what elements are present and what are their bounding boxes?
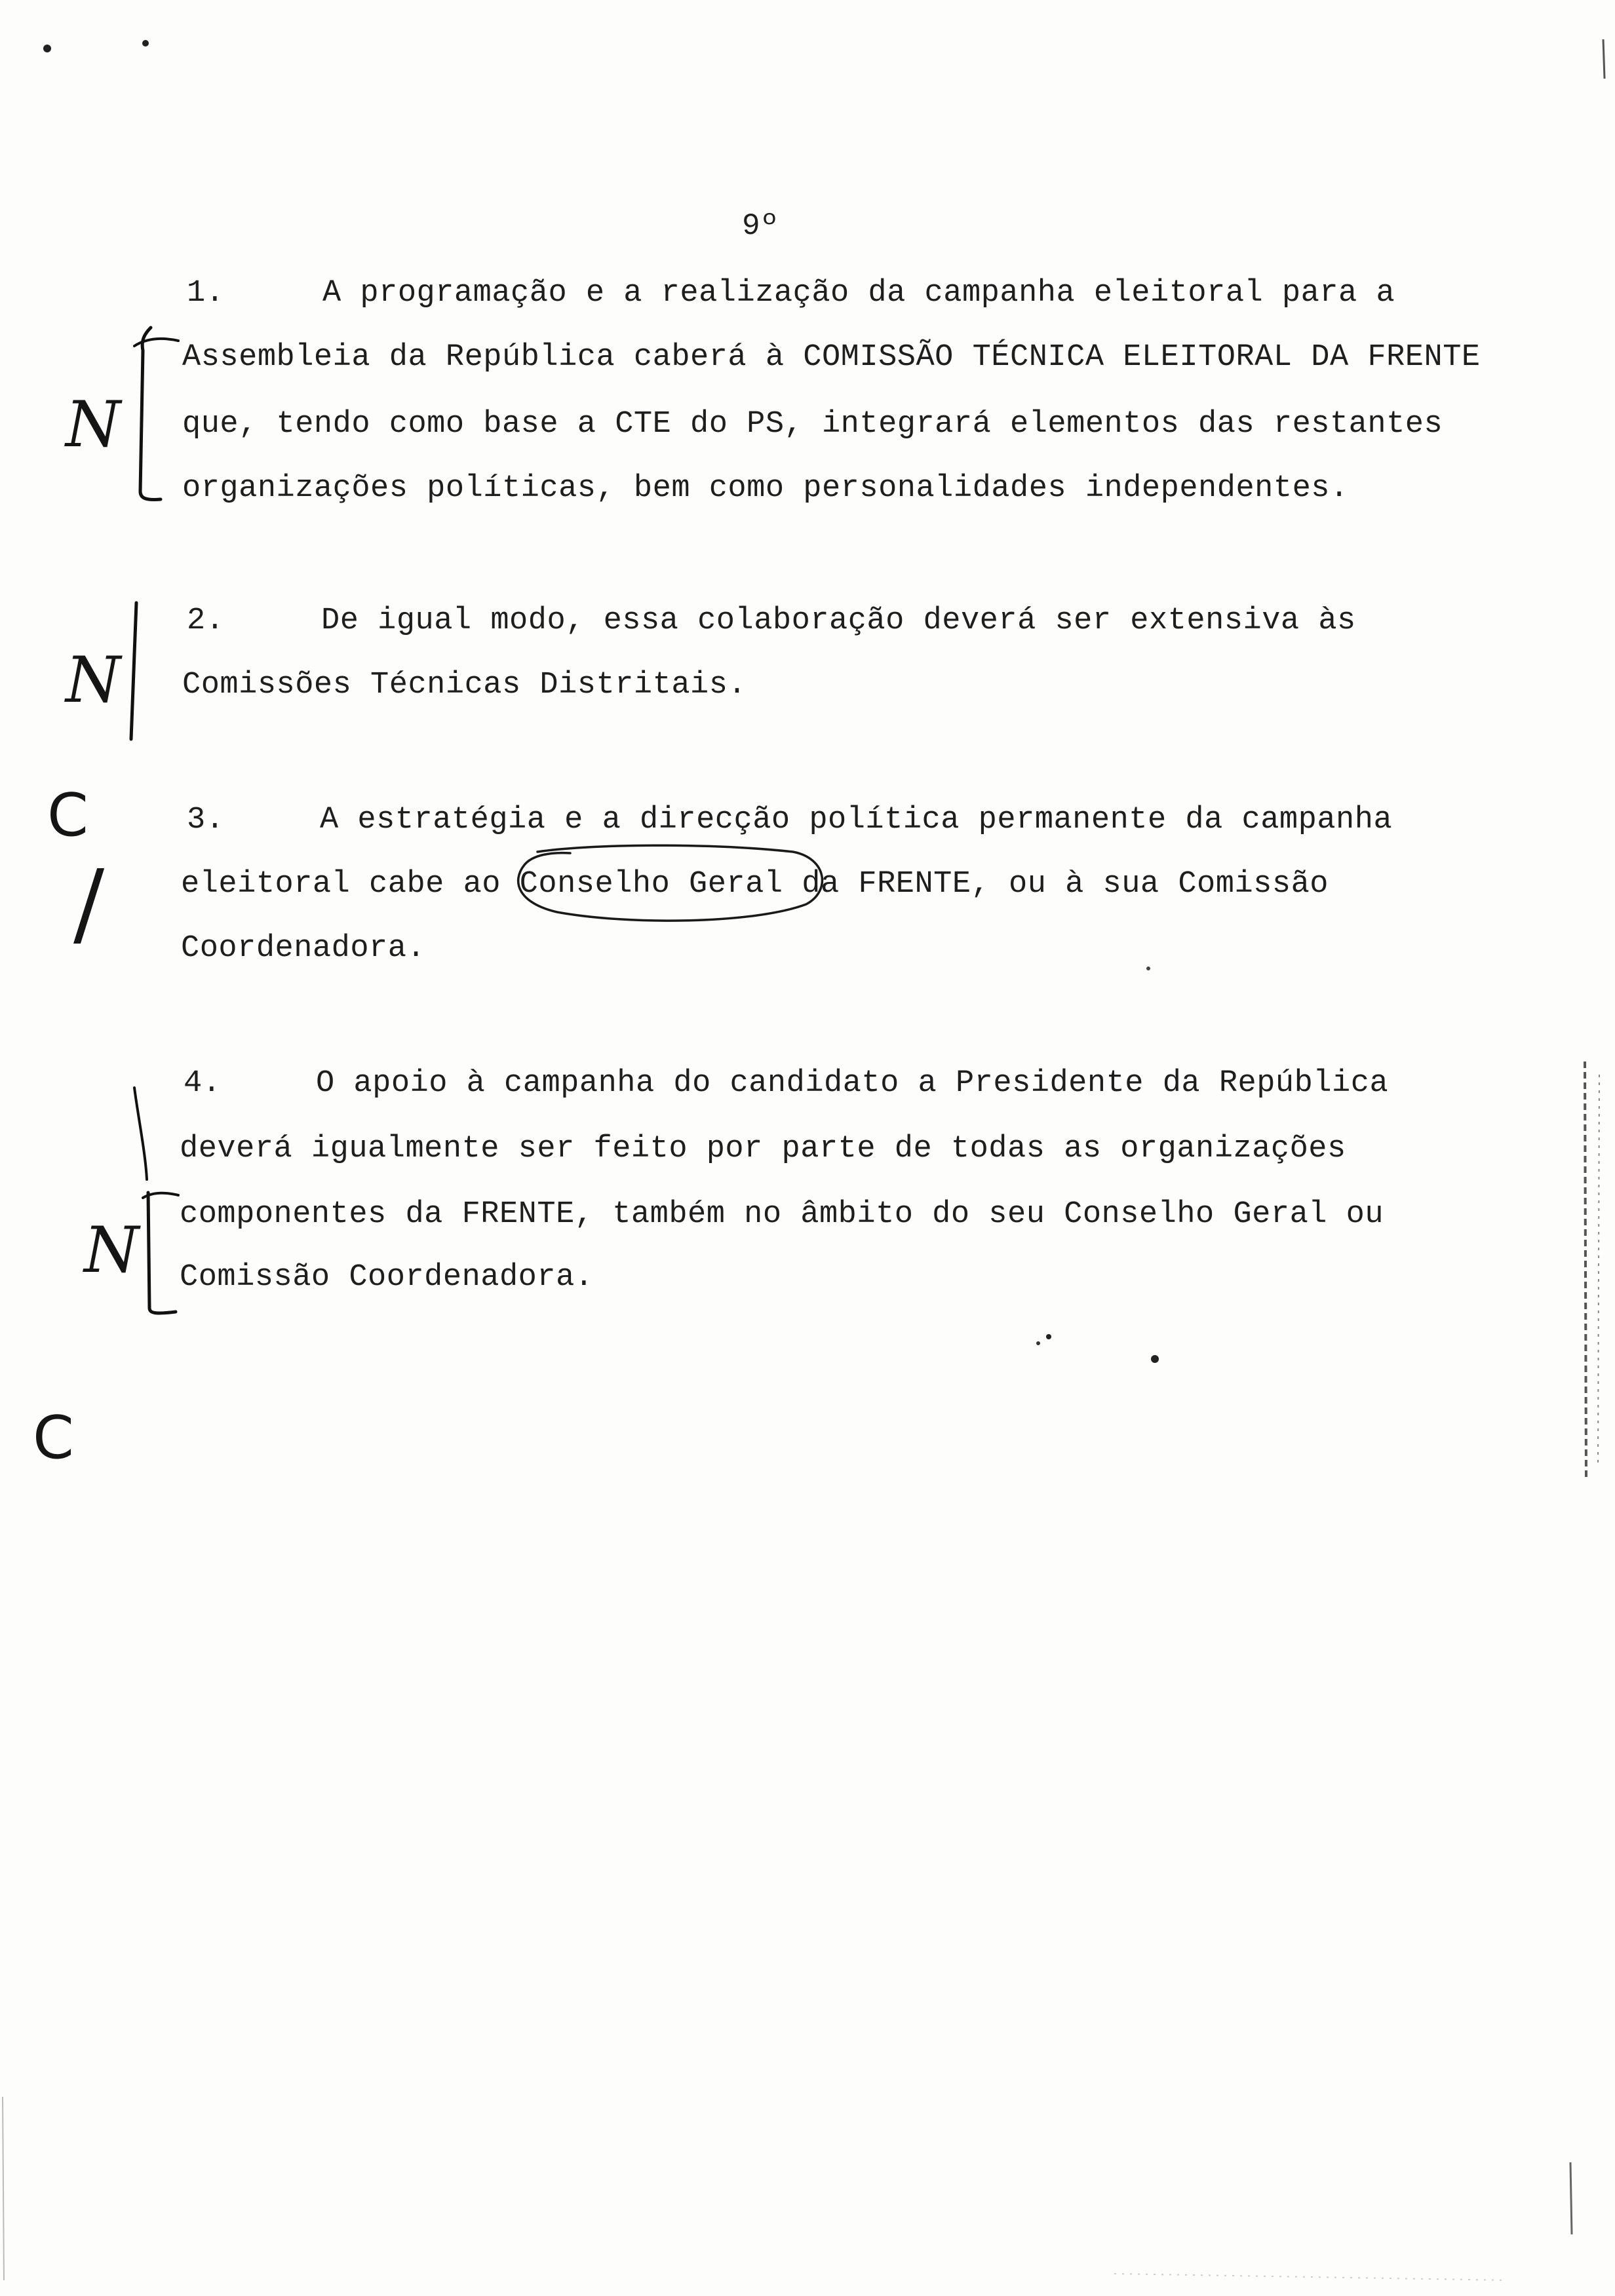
paragraph-2-line-1: De igual modo, essa colaboração deverá ser extensiva às: [321, 603, 1356, 638]
scan-edge-bottom: [1114, 2274, 1508, 2280]
margin-note-n-paragraph-4: N: [84, 1214, 139, 1287]
bracket-paragraph-4: [134, 1088, 147, 1179]
paragraph-1-line-4: organizações políticas, bem como personalidades independentes.: [182, 471, 1349, 506]
paragraph-3-number: 3.: [187, 803, 225, 837]
paragraph-3-line-1: A estratégia e a direcção política permanente da campanha: [320, 803, 1393, 837]
paragraph-3-line-2: eleitoral cabe ao Conselho Geral da FRENTE, ou à sua Comissão: [181, 867, 1329, 902]
paragraph-1-line-1: A programação e a realização da campanha eleitoral para a: [322, 276, 1395, 311]
paragraph-4-number: 4.: [184, 1066, 222, 1101]
margin-note-slash-paragraph-3: /: [73, 851, 105, 957]
paragraph-3-line-3: Coordenadora.: [181, 931, 426, 966]
speck-mid-3: [1036, 1341, 1040, 1345]
speck-mid-4: [1146, 966, 1150, 970]
margin-note-n-paragraph-1: N: [66, 388, 121, 461]
speck-mid-1: [1151, 1355, 1159, 1363]
speck-top-left-1: [43, 45, 51, 52]
paragraph-1-number: 1.: [187, 276, 225, 311]
scan-edge-right-top: [1603, 39, 1605, 79]
bracket-paragraph-1: [140, 328, 161, 500]
scan-edge-right: [1585, 1062, 1586, 1481]
speck-top-left-2: [142, 40, 149, 47]
bracket-paragraph-4-lower: [148, 1193, 176, 1313]
paragraph-2-line-2: Comissões Técnicas Distritais.: [182, 668, 747, 702]
paragraph-1-line-2: Assembleia da República caberá à COMISSÃO TÉCNICA ELEITORAL DA FRENTE: [182, 340, 1481, 375]
bracket-paragraph-4-tick: [143, 1193, 178, 1198]
paragraph-4-line-1: O apoio à campanha do candidato a Presidente da República: [316, 1066, 1389, 1101]
bar-paragraph-2: [131, 603, 136, 739]
paragraph-1-line-3: que, tendo como base a CTE do PS, integrará elementos das restantes: [182, 407, 1443, 442]
paragraph-4-line-3: componentes da FRENTE, também no âmbito do seu Conselho Geral ou: [180, 1197, 1384, 1232]
bracket-paragraph-1-top-tick: [134, 339, 178, 346]
paragraph-4-line-4: Comissão Coordenadora.: [180, 1260, 594, 1295]
paragraph-2-number: 2.: [187, 603, 225, 638]
scan-edge-right-3: [1570, 2162, 1572, 2234]
speck-mid-2: [1046, 1334, 1051, 1339]
paragraph-4-line-2: deverá igualmente ser feito por parte de todas as organizações: [180, 1132, 1346, 1166]
margin-note-c-bottom: C: [33, 1404, 74, 1472]
scan-edge-left: [3, 2097, 4, 2280]
page-number: 9º: [742, 209, 779, 243]
margin-note-n-paragraph-2: N: [66, 643, 121, 717]
scan-edge-right-2: [1598, 1075, 1599, 1468]
margin-note-c-paragraph-3: C: [47, 781, 88, 850]
